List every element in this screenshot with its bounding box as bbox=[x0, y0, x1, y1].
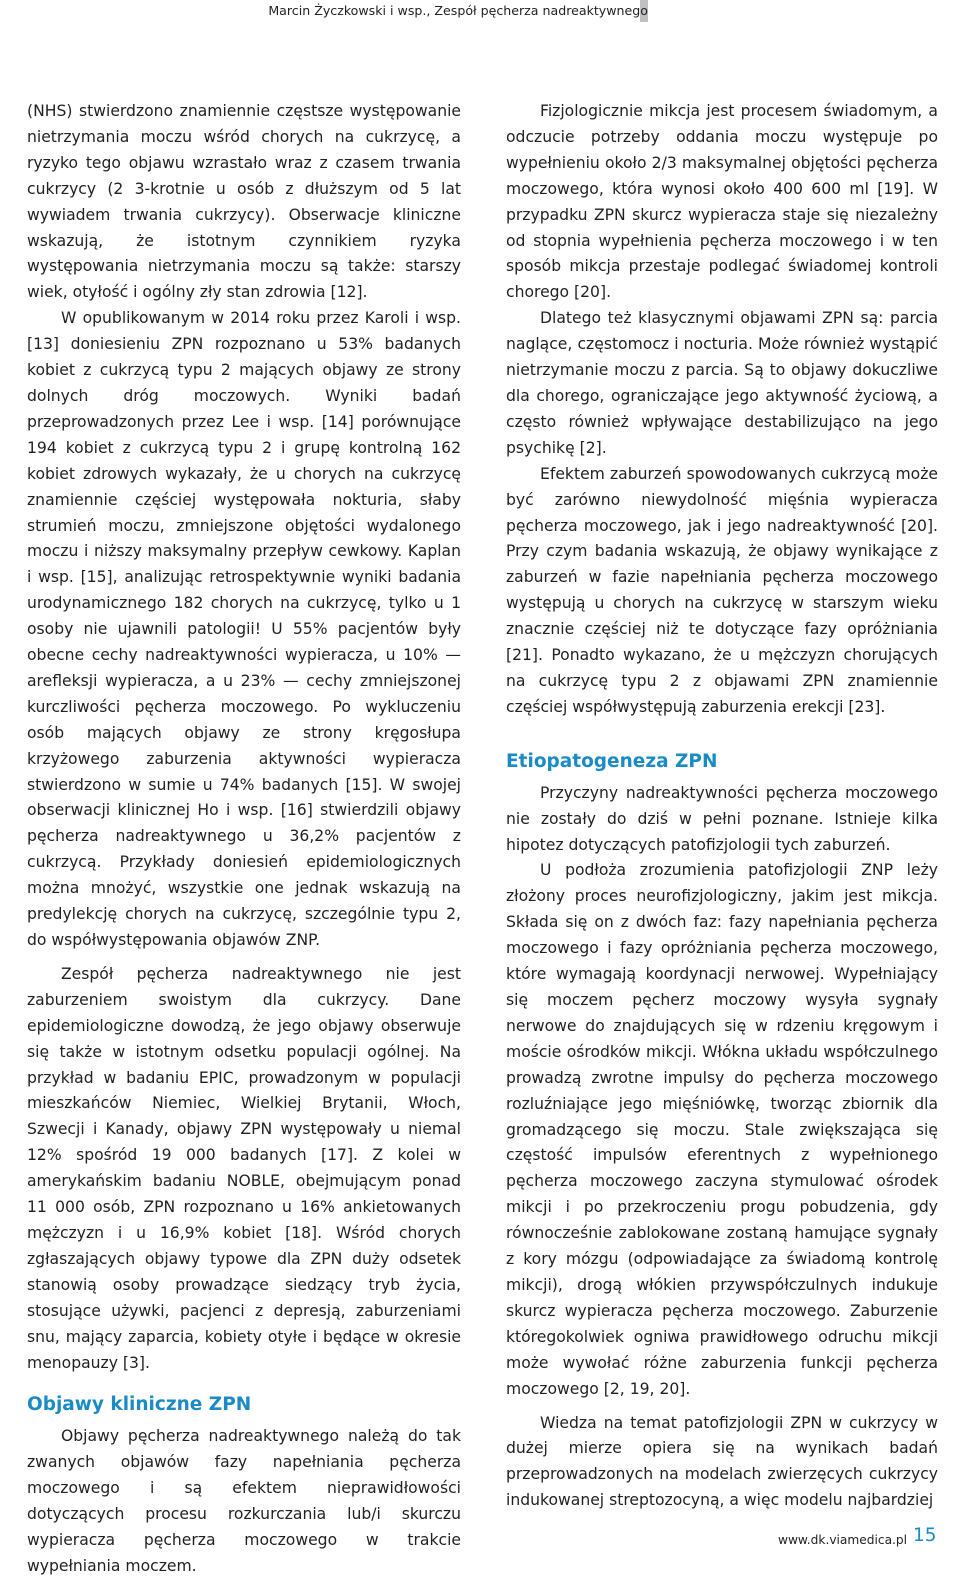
page-number: 15 bbox=[913, 1525, 937, 1546]
paragraph: Przyczyny nadreaktywności pęcherza moczowego nie zostały do dziś w pełni poznane. Istnieje kilka hipotez dotyczących patofizjologii tych zaburzeń. bbox=[506, 783, 938, 854]
section-heading-etiopatogeneza: Etiopatogeneza ZPN bbox=[506, 750, 718, 772]
paragraph: Fizjologicznie mikcja jest procesem świadomym, a odczucie potrzeby oddania moczu występuje po wypełnieniu około 2/3 maksymalnej objętości pęcherza moczowego, która wynosi około 400 600 ml [19]. W przypadku ZPN skurcz wypieracza staje się niezależny od stopnia wypełnienia pęcherza moczowego i w ten sposób mikcja przestaje podlegać świadomej kontroli chorego [20]. bbox=[506, 102, 938, 302]
paragraph: U podłoża zrozumienia patofizjologii ZNP leży złożony proces neurofizjologiczny, jakim jest mikcja. Składa się on z dwóch faz: fazy napełniania pęcherza moczowego i fazy opróżniania pęcherza moczowego, które wymagają koordynacji nerwowej. Wypełniający się moczem pęcherz moczowy wysyła sygnały nerwowe do znajdujących się w rdzeniu kręgowym i moście ośrodków mikcji. Włókna układu współczulnego prowadzą zwrotne impulsy do pęcherza moczowego rozluźniające jego mięśniówkę, tworząc zbiornik dla gromadzącego się moczu. Stale zwiększająca się częstość impulsów eferentnych z wypełnionego pęcherza moczowego zaczyna stymulować ośrodek mikcji i po przekroczeniu progu pobudzenia, gdy równocześnie zablokowane zostaną hamujące sygnały z kory mózgu (odpowiadające za świadomą kontrolę mikcji), drogą włókien przywspółczulnych indukuje skurcz wypieracza pęcherza moczowego. Zaburzenie któregokolwiek ogniwa prawidłowego odruchu mikcji może wywołać różne zaburzenia funkcji pęcherza moczowego [2, 19, 20]. bbox=[506, 861, 938, 1398]
section-heading-objawy: Objawy kliniczne ZPN bbox=[27, 1394, 252, 1416]
paragraph: Zespół pęcherza nadreaktywnego nie jest zaburzeniem swoistym dla cukrzycy. Dane epidemiologiczne dowodzą, że jego objawy obserwuje się także w istotnym odsetku populacji ogólnej. Na przykład w badaniu EPIC, prowadzonym w populacji mieszkańców Niemiec, Wielkiej Brytanii, Włoch, Szwecji i Kanady, objawy ZPN występowały u niemal 12% spośród 19 000 badanych [17]. Z kolei w amerykańskim badaniu NOBLE, obejmującym ponad 11 000 osób, ZPN rozpoznano u 16% ankietowanych mężczyzn i u 16,9% kobiet [18]. Wśród chorych zgłaszających objawy typowe dla ZPN duży odsetek stanowią osoby prowadzące siedzący tryb życia, stosujące używki, pacjenci z depresją, zaburzeniami snu, mający zaparcia, kobiety otyłe i będące w okresie menopauzy [3]. bbox=[27, 964, 461, 1372]
paragraph: W opublikowanym w 2014 roku przez Karoli i wsp. [13] doniesieniu ZPN rozpoznano u 53% badanych kobiet z cukrzycą typu 2 mających objawy ze strony dolnych dróg moczowych. Wyniki badań przeprowadzonych przez Lee i wsp. [14] porównujące 194 kobiet z cukrzycą typu 2 i grupę kontrolną 162 kobiet zdrowych wykazały, że u chorych na cukrzycę znamiennie częściej występowała nokturia, słaby strumień moczu, zmniejszone objętości wydalonego moczu i niższy maksymalny przepływ cewkowy. Kaplan i wsp. [15], analizując retrospektywnie wyniki badania urodynamicznego 182 chorych na cukrzycę, tylko u 1 osoby nie ujawnili patologii! U 55% pacjentów były obecne cechy nadreaktywności wypieracza, u 10% — arefleksji wypieracza, a u 23% — cechy zmniejszonej kurczliwości pęcherza moczowego. Po wykluczeniu osób mających objawy ze strony kręgosłupa krzyżowego zaburzenia aktywności wypieracza stwierdzono w sumie u 74% badanych [15]. W swojej obserwacji klinicznej Ho i wsp. [16] stwierdzili objawy pęcherza nadreaktywnego u 36,2% pacjentów z cukrzycą. Przykłady doniesień epidemiologicznych można mnożyć, wszystkie one jednak wskazują na predylekcję chorych na cukrzycę, szczególnie typu 2, do współwystępowania objawów ZNP. bbox=[27, 309, 461, 949]
paragraph: Objawy pęcherza nadreaktywnego należą do tak zwanych objawów fazy napełniania pęcherza moczowego i są efektem nieprawidłowości dotyczących procesu rozkurczania lub/i skurczu wypieracza pęcherza moczowego w trakcie wypełniania moczem. bbox=[27, 1427, 461, 1575]
running-header-title: Marcin Życzkowski i wsp., Zespół pęcherza nadreaktywnego bbox=[268, 3, 648, 18]
right-column bbox=[506, 99, 938, 1514]
paragraph: Wiedza na temat patofizjologii ZPN w cukrzycy w dużej mierze opiera się na wynikach badań przeprowadzonych na modelach zwierzęcych cukrzycy indukowanej streptozocyną, a więc modelu najbardziej bbox=[506, 1413, 938, 1510]
paragraph: Dlatego też klasycznymi objawami ZPN są: parcia naglące, częstomocz i nocturia. Może również wystąpić nietrzymanie moczu z parcia. Są to objawy dokuczliwe dla chorego, ograniczające jego aktywność życiową, a często również wpływające destabilizująco na jego psychikę [2]. bbox=[506, 309, 938, 457]
left-column bbox=[27, 99, 461, 1580]
paragraph: Efektem zaburzeń spowodowanych cukrzycą może być zarówno niewydolność mięśnia wypieracza pęcherza moczowego, jak i jego nadreaktywność [20]. Przy czym badania wskazują, że objawy wynikające z zaburzeń w fazie napełniania pęcherza moczowego występują u chorych na cukrzycę w starszym wieku znacznie częściej niż te dotyczące fazy opróżniania [21]. Ponadto wykazano, że u mężczyzn chorujących na cukrzycę typu 2 z objawami ZPN znamiennie częściej współwystępują zaburzenia erekcji [23]. bbox=[506, 464, 938, 716]
footer-url[interactable]: www.dk.viamedica.pl bbox=[778, 1533, 908, 1547]
paragraph: (NHS) stwierdzono znamiennie częstsze występowanie nietrzymania moczu wśród chorych na cukrzycę, a ryzyko tego objawu wzrastało wraz z czasem trwania cukrzycy (2 3-krotnie u osób z dłuższym od 5 lat wywiadem trwania cukrzycy). Obserwacje kliniczne wskazują, że istotnym czynnikiem ryzyka występowania nietrzymania moczu są także: starszy wiek, otyłość i ogólny zły stan zdrowia [12]. bbox=[27, 102, 461, 302]
